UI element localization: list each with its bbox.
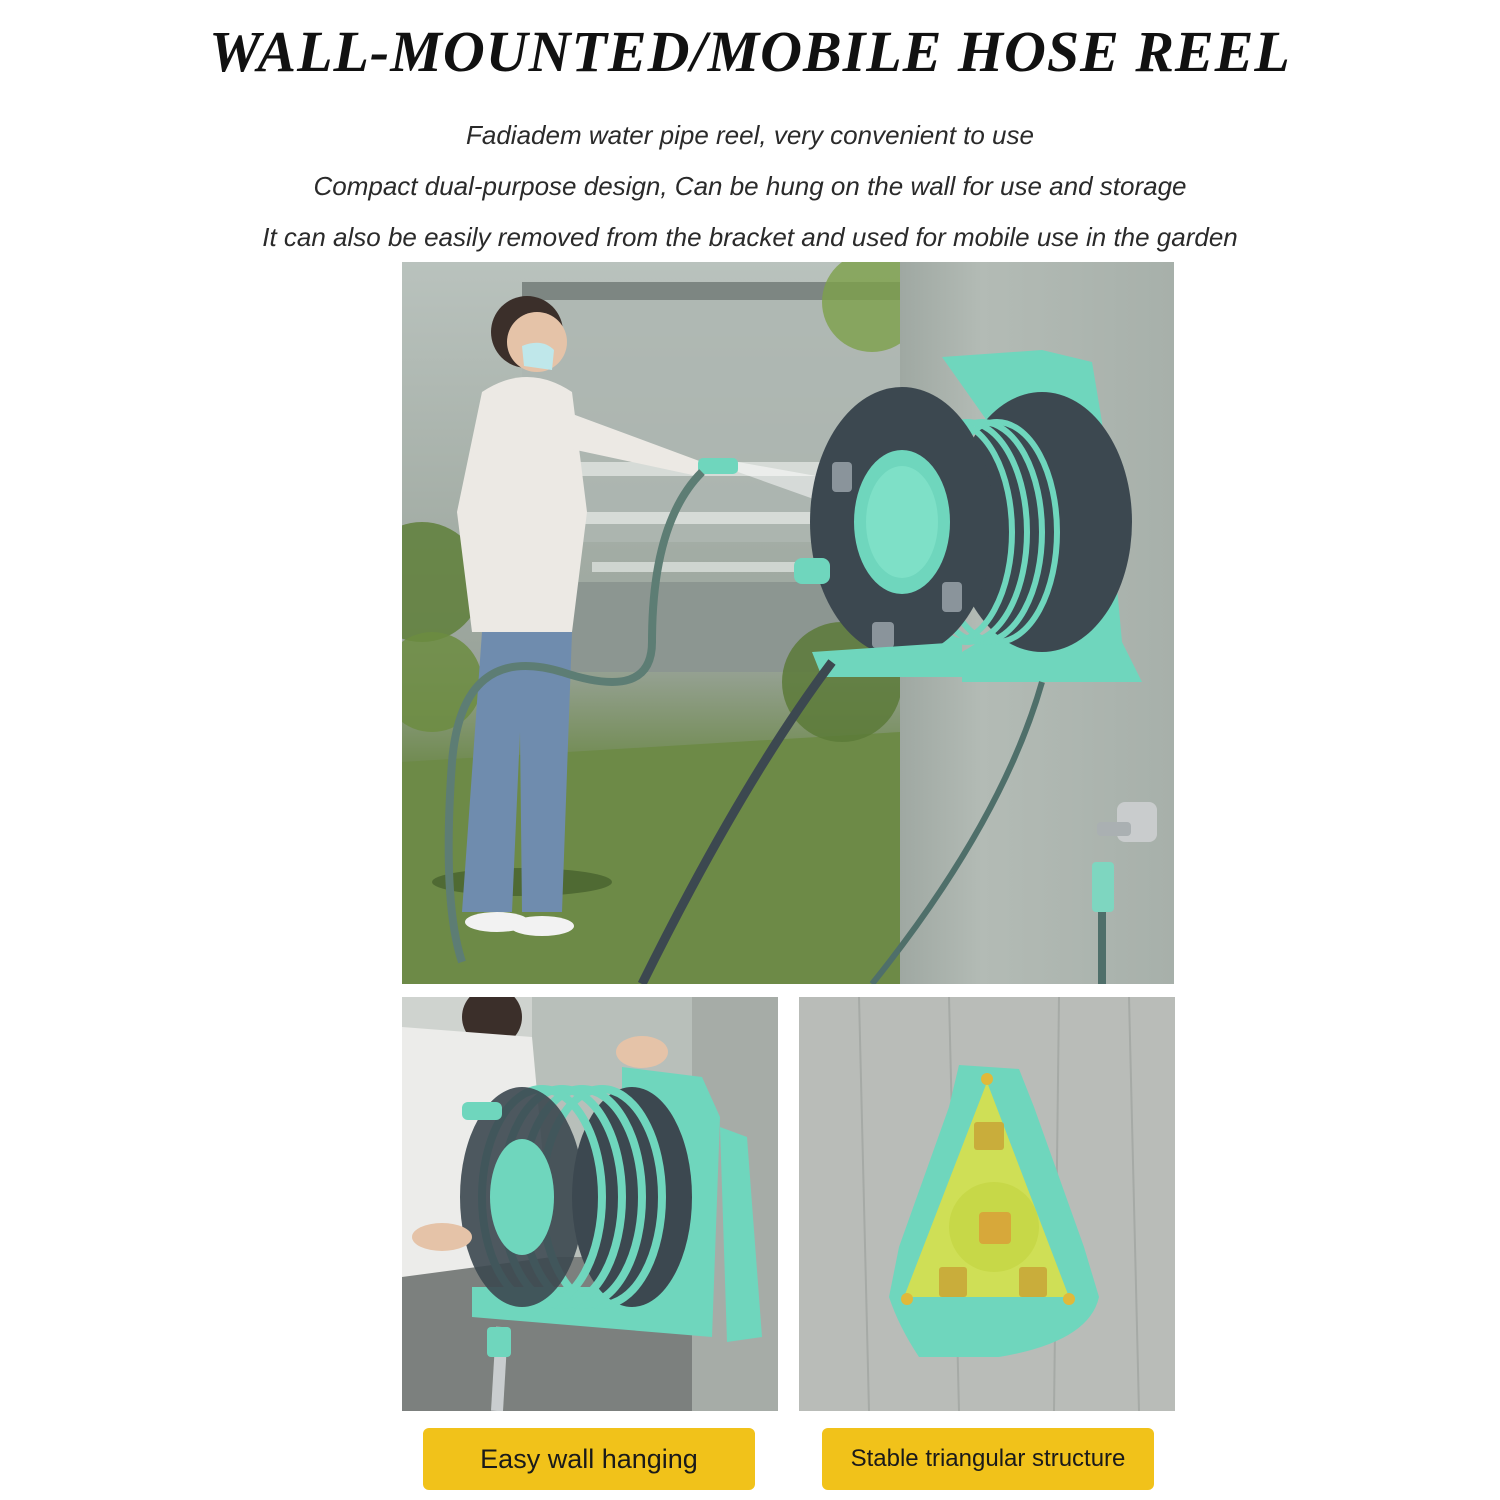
- description-line-2: Compact dual-purpose design, Can be hung on the wall for use and storage: [313, 171, 1187, 201]
- feature-label-text: Easy wall hanging: [480, 1443, 698, 1474]
- feature-label-text: Stable triangular structure: [850, 1445, 1126, 1472]
- triangular-bracket-photo: [799, 997, 1175, 1411]
- description-line-3: It can also be easily removed from the bracket and used for mobile use in the garden: [262, 222, 1238, 252]
- feature-label-easy-wall-hanging: [423, 1428, 755, 1490]
- feature-label-stable-structure: [822, 1428, 1154, 1490]
- description-line-1: Fadiadem water pipe reel, very convenient to use: [466, 120, 1034, 150]
- main-product-photo: [402, 262, 1174, 984]
- wall-hanging-photo: [402, 997, 778, 1411]
- page-title: WALL-MOUNTED/MOBILE HOSE REEL: [209, 19, 1291, 84]
